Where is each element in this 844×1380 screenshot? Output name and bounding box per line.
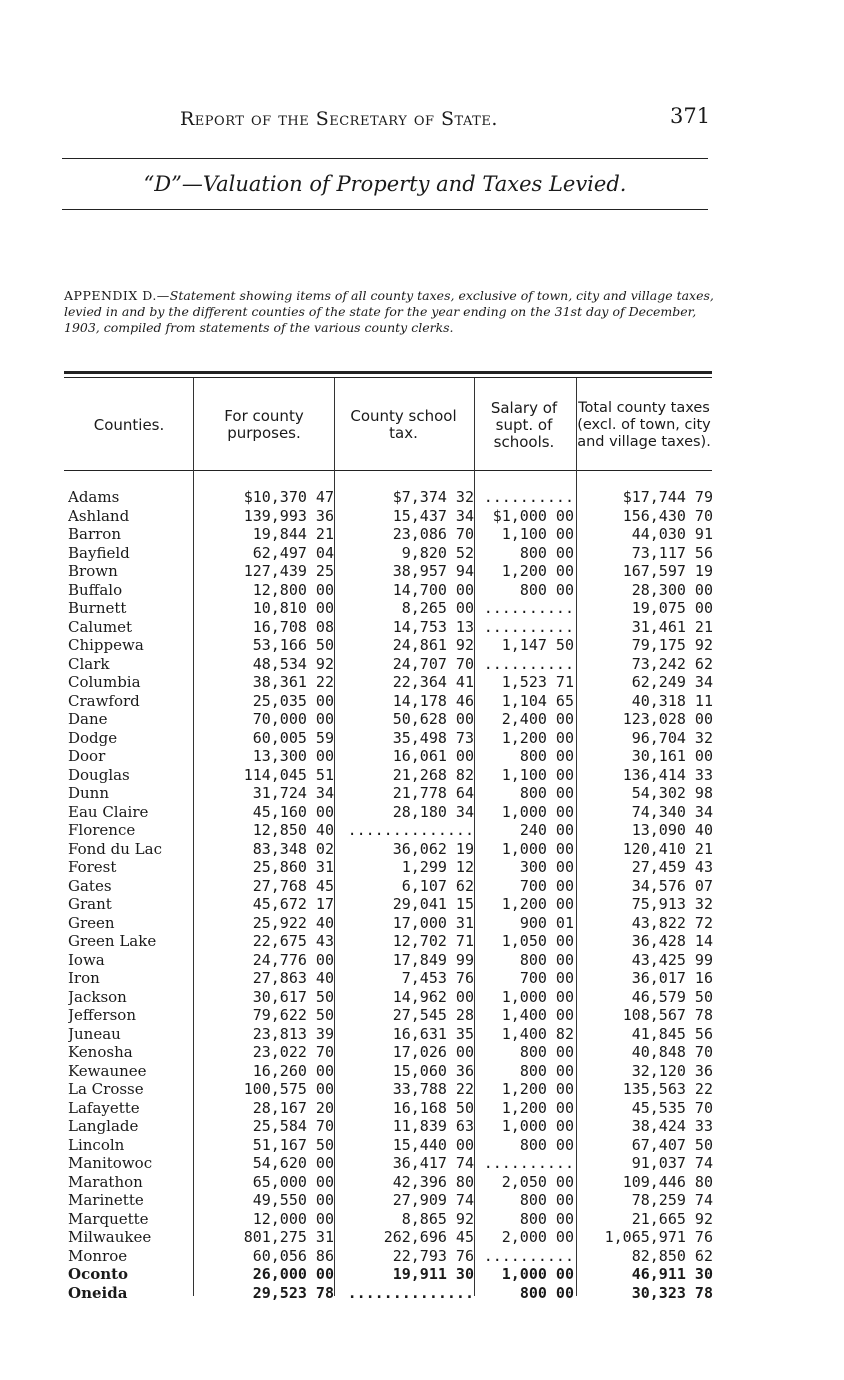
school-tax-value: 17,000 31 [392,913,474,932]
county-name: Buffalo [68,580,123,599]
county-purposes-value: 16,260 00 [252,1061,334,1080]
school-tax-value: 15,437 34 [392,506,474,525]
total-value: 27,459 43 [631,858,713,876]
county-purposes-value: 27,768 45 [252,876,334,895]
school-tax-value: 14,962 00 [392,987,474,1006]
county-purposes-value: 27,863 40 [252,969,334,987]
school-tax-value: 9,820 52 [401,543,474,562]
total-value: 75,913 32 [631,895,713,913]
table-row [0,1284,844,1303]
school-tax-value: $7,374 32 [392,488,474,506]
salary-value: 1,000 00 [501,1117,574,1135]
county-purposes-value: 25,035 00 [252,691,334,710]
school-tax-value: 14,753 13 [392,617,474,636]
county-name: Oneida [68,1283,128,1302]
header-counties: Counties. [93,415,165,434]
school-tax-value: 16,168 50 [392,1098,474,1117]
school-tax-value: 24,861 92 [392,636,474,654]
table-header-rule [64,470,712,471]
county-name: Dodge [68,728,118,747]
table-row [0,618,844,637]
school-tax-value: 16,631 35 [392,1024,474,1043]
county-purposes-value: 139,993 36 [243,506,334,525]
total-value: 73,242 62 [631,654,713,673]
table-row [0,784,844,803]
school-tax-value: 21,268 82 [392,765,474,784]
county-purposes-value: 114,045 51 [243,765,334,784]
county-purposes-value: 45,672 17 [252,895,334,913]
total-value: 67,407 50 [631,1135,713,1154]
total-value: 30,323 78 [631,1283,713,1302]
school-tax-value: 28,180 34 [392,802,474,821]
county-name: Door [68,747,106,765]
school-tax-value: 33,788 22 [392,1080,474,1098]
total-value: 123,028 00 [622,710,713,728]
county-name: Florence [68,821,136,839]
county-name: Fond du Lac [68,839,162,858]
appendix-label: APPENDIX D.— [64,288,170,303]
county-name: Brown [68,562,118,580]
county-name: Gates [68,876,112,895]
salary-value: 700 00 [519,969,574,987]
salary-value: 1,000 00 [501,987,574,1006]
salary-value: 800 00 [519,1283,574,1302]
county-name: Eau Claire [68,802,149,821]
total-value: 78,259 74 [631,1191,713,1209]
county-purposes-value: 28,167 20 [252,1098,334,1117]
salary-value: 800 00 [519,1191,574,1209]
total-value: 13,090 40 [631,821,713,839]
table-row [0,969,844,988]
salary-value: .......... [483,617,574,636]
table-row [0,988,844,1007]
school-tax-value: 1,299 12 [401,858,474,876]
school-tax-value: 14,700 00 [392,580,474,599]
table-row [0,1006,844,1025]
table-top-rule-thin [64,377,712,378]
county-name: Forest [68,858,117,876]
total-value: 108,567 78 [622,1006,713,1024]
table-row [0,858,844,877]
salary-value: 1,000 00 [501,802,574,821]
school-tax-value: 38,957 94 [392,562,474,580]
salary-value: 1,200 00 [501,1080,574,1098]
table-row [0,840,844,859]
county-name: Marinette [68,1191,144,1209]
county-name: Milwaukee [68,1228,152,1246]
total-value: $17,744 79 [622,488,713,506]
county-purposes-value: 83,348 02 [252,839,334,858]
county-purposes-value: 22,675 43 [252,932,334,950]
county-name: Barron [68,525,121,543]
total-value: 46,911 30 [631,1265,713,1283]
county-purposes-value: 60,056 86 [252,1246,334,1265]
table-row [0,1210,844,1229]
school-tax-value: 8,865 92 [401,1209,474,1228]
total-value: 41,845 56 [631,1024,713,1043]
salary-value: 800 00 [519,1135,574,1154]
total-value: 21,665 92 [631,1209,713,1228]
total-value: 40,318 11 [631,691,713,710]
table-row [0,821,844,840]
salary-value: 800 00 [519,950,574,969]
salary-value: 1,200 00 [501,895,574,913]
total-value: 43,425 99 [631,950,713,969]
salary-value: 1,523 71 [501,673,574,691]
school-tax-value: 14,178 46 [392,691,474,710]
school-tax-value: 21,778 64 [392,784,474,802]
table-row [0,544,844,563]
county-purposes-value: 53,166 50 [252,636,334,654]
county-name: Lincoln [68,1135,125,1154]
salary-value: 800 00 [519,1043,574,1061]
table-row [0,1025,844,1044]
table-row [0,877,844,896]
school-tax-value: 17,026 00 [392,1043,474,1061]
county-purposes-value: 38,361 22 [252,673,334,691]
total-value: 31,461 21 [631,617,713,636]
salary-value: 800 00 [519,1209,574,1228]
county-name: Burnett [68,599,127,617]
county-name: Chippewa [68,636,144,654]
school-tax-value: 27,545 28 [392,1006,474,1024]
total-value: 44,030 91 [631,525,713,543]
county-name: Jackson [68,987,127,1006]
total-value: 32,120 36 [631,1061,713,1080]
county-name: Grant [68,895,112,913]
table-row [0,1265,844,1284]
salary-value: 800 00 [519,784,574,802]
school-tax-value: 42,396 80 [392,1172,474,1191]
salary-value: .......... [483,1154,574,1172]
county-name: La Crosse [68,1080,144,1098]
table-row [0,932,844,951]
title-top-rule [62,158,708,159]
header-salary: Salary of supt. of schools. [490,398,558,451]
county-purposes-value: 100,575 00 [243,1080,334,1098]
county-name: Juneau [68,1024,121,1043]
table-row [0,1117,844,1136]
table-row [0,599,844,618]
total-value: 43,822 72 [631,913,713,932]
county-name: Kenosha [68,1043,133,1061]
page-number: 371 [670,104,711,128]
county-name: Kewaunee [68,1061,147,1080]
county-purposes-value: 60,005 59 [252,728,334,747]
table-row [0,655,844,674]
county-purposes-value: 25,860 31 [252,858,334,876]
salary-value: 2,050 00 [501,1172,574,1191]
salary-value: 800 00 [519,543,574,562]
county-name: Crawford [68,691,140,710]
school-tax-value: 8,265 00 [401,599,474,617]
school-tax-value: 19,911 30 [392,1265,474,1283]
total-value: 120,410 21 [622,839,713,858]
total-value: 74,340 34 [631,802,713,821]
county-name: Clark [68,654,110,673]
county-name: Adams [68,488,120,506]
table-row [0,1062,844,1081]
salary-value: .......... [483,654,574,673]
total-value: 91,037 74 [631,1154,713,1172]
total-value: 19,075 00 [631,599,713,617]
table-row [0,1247,844,1266]
school-tax-value: .............. [347,821,474,839]
county-name: Green [68,913,115,932]
county-name: Green Lake [68,932,157,950]
total-value: 28,300 00 [631,580,713,599]
table-row [0,1080,844,1099]
school-tax-value: 24,707 70 [392,654,474,673]
county-name: Marathon [68,1172,143,1191]
school-tax-value: 262,696 45 [383,1228,474,1246]
county-purposes-value: 25,584 70 [252,1117,334,1135]
county-name: Jefferson [68,1006,136,1024]
county-purposes-value: 70,000 00 [252,710,334,728]
school-tax-value: 22,364 41 [392,673,474,691]
header-total: Total county taxes (excl. of town, city and village taxes). [577,399,711,450]
county-name: Calumet [68,617,133,636]
table-row [0,1154,844,1173]
running-head: Report of the Secretary of State. [180,108,498,130]
school-tax-value: 7,453 76 [401,969,474,987]
table-row [0,562,844,581]
table-row [0,1136,844,1155]
salary-value: 2,000 00 [501,1228,574,1246]
school-tax-value: 15,440 00 [392,1135,474,1154]
school-tax-value: 12,702 71 [392,932,474,950]
salary-value: 800 00 [519,747,574,765]
county-purposes-value: 16,708 08 [252,617,334,636]
county-name: Dane [68,710,108,728]
salary-value: 240 00 [519,821,574,839]
school-tax-value: 6,107 62 [401,876,474,895]
school-tax-value: 11,839 63 [392,1117,474,1135]
total-value: 45,535 70 [631,1098,713,1117]
county-name: Marquette [68,1209,149,1228]
county-purposes-value: 65,000 00 [252,1172,334,1191]
salary-value: 2,400 00 [501,710,574,728]
appendix-intro [64,288,714,336]
county-name: Iron [68,969,100,987]
school-tax-value: 29,041 15 [392,895,474,913]
salary-value: 1,200 00 [501,562,574,580]
county-purposes-value: 62,497 04 [252,543,334,562]
table-row [0,1191,844,1210]
county-purposes-value: 23,813 39 [252,1024,334,1043]
salary-value: 1,147 50 [501,636,574,654]
county-name: Manitowoc [68,1154,153,1172]
county-name: Bayfield [68,543,130,562]
school-tax-value: 22,793 76 [392,1246,474,1265]
county-name: Dunn [68,784,110,802]
total-value: 109,446 80 [622,1172,713,1191]
county-purposes-value: 51,167 50 [252,1135,334,1154]
county-purposes-value: 24,776 00 [252,950,334,969]
salary-value: 1,400 00 [501,1006,574,1024]
table-body [0,488,844,1302]
school-tax-value: 36,062 19 [392,839,474,858]
county-name: Douglas [68,765,130,784]
county-name: Columbia [68,673,141,691]
salary-value: 800 00 [519,1061,574,1080]
county-purposes-value: 801,275 31 [243,1228,334,1246]
table-row [0,673,844,692]
salary-value: 1,100 00 [501,765,574,784]
table-row [0,507,844,526]
county-purposes-value: 79,622 50 [252,1006,334,1024]
school-tax-value: 16,061 00 [392,747,474,765]
salary-value: 1,200 00 [501,1098,574,1117]
total-value: 38,424 33 [631,1117,713,1135]
total-value: 36,428 14 [631,932,713,950]
county-name: Oconto [68,1265,129,1283]
section-title: “D”—Valuation of Property and Taxes Levied. [143,172,627,196]
county-purposes-value: 26,000 00 [252,1265,334,1283]
table-row [0,710,844,729]
salary-value: 300 00 [519,858,574,876]
salary-value: 1,400 82 [501,1024,574,1043]
total-value: 96,704 32 [631,728,713,747]
salary-value: $1,000 00 [492,506,574,525]
school-tax-value: 23,086 70 [392,525,474,543]
total-value: 136,414 33 [622,765,713,784]
school-tax-value: .............. [347,1283,474,1302]
salary-value: 700 00 [519,876,574,895]
total-value: 82,850 62 [631,1246,713,1265]
salary-value: 1,000 00 [501,1265,574,1283]
county-purposes-value: 19,844 21 [252,525,334,543]
total-value: 36,017 16 [631,969,713,987]
total-value: 40,848 70 [631,1043,713,1061]
salary-value: 1,050 00 [501,932,574,950]
table-row [0,951,844,970]
county-purposes-value: 45,160 00 [252,802,334,821]
county-purposes-value: 49,550 00 [252,1191,334,1209]
total-value: 73,117 56 [631,543,713,562]
title-bottom-rule [62,209,708,210]
county-purposes-value: 54,620 00 [252,1154,334,1172]
school-tax-value: 17,849 99 [392,950,474,969]
table-row [0,747,844,766]
header-county-purposes: For county purposes. [224,407,304,442]
county-name: Iowa [68,950,105,969]
salary-value: .......... [483,1246,574,1265]
county-name: Langlade [68,1117,139,1135]
table-row [0,914,844,933]
total-value: 1,065,971 76 [604,1228,713,1246]
table-row [0,1043,844,1062]
table-row [0,1228,844,1247]
school-tax-value: 35,498 73 [392,728,474,747]
salary-value: 900 01 [519,913,574,932]
total-value: 34,576 07 [631,876,713,895]
county-name: Lafayette [68,1098,140,1117]
total-value: 167,597 19 [622,562,713,580]
total-value: 46,579 50 [631,987,713,1006]
table-top-rule [64,371,712,374]
total-value: 30,161 00 [631,747,713,765]
salary-value: 1,104 65 [501,691,574,710]
table-row [0,895,844,914]
total-value: 135,563 22 [622,1080,713,1098]
county-purposes-value: 25,922 40 [252,913,334,932]
school-tax-value: 15,060 36 [392,1061,474,1080]
total-value: 54,302 98 [631,784,713,802]
school-tax-value: 36,417 74 [392,1154,474,1172]
table-row [0,636,844,655]
salary-value: 1,100 00 [501,525,574,543]
table-row [0,488,844,507]
county-purposes-value: 29,523 78 [252,1283,334,1302]
county-purposes-value: 31,724 34 [252,784,334,802]
county-purposes-value: 23,022 70 [252,1043,334,1061]
table-row [0,581,844,600]
table-row [0,1173,844,1192]
county-purposes-value: 12,800 00 [252,580,334,599]
salary-value: 1,200 00 [501,728,574,747]
table-row [0,692,844,711]
county-purposes-value: 10,810 00 [252,599,334,617]
table-row [0,729,844,748]
county-purposes-value: 13,300 00 [252,747,334,765]
county-purposes-value: 12,850 40 [252,821,334,839]
county-name: Monroe [68,1246,128,1265]
county-purposes-value: 12,000 00 [252,1209,334,1228]
total-value: 62,249 34 [631,673,713,691]
county-purposes-value: 48,534 92 [252,654,334,673]
county-purposes-value: $10,370 47 [243,488,334,506]
header-school-tax: County school tax. [350,407,457,442]
table-row [0,525,844,544]
county-purposes-value: 30,617 50 [252,987,334,1006]
total-value: 156,430 70 [622,506,713,525]
salary-value: .......... [483,599,574,617]
county-purposes-value: 127,439 25 [243,562,334,580]
school-tax-value: 50,628 00 [392,710,474,728]
table-row [0,766,844,785]
school-tax-value: 27,909 74 [392,1191,474,1209]
table-row [0,803,844,822]
county-name: Ashland [68,506,130,525]
salary-value: 1,000 00 [501,839,574,858]
table-row [0,1099,844,1118]
salary-value: 800 00 [519,580,574,599]
total-value: 79,175 92 [631,636,713,654]
appendix-description: Statement showing items of all county taxes, exclusive of town, city and village taxes, levied in and by the different counties of the state for the year ending on the 31st day of December, 1903, compiled from statements of the various county clerks. [64,288,714,335]
salary-value: .......... [483,488,574,506]
